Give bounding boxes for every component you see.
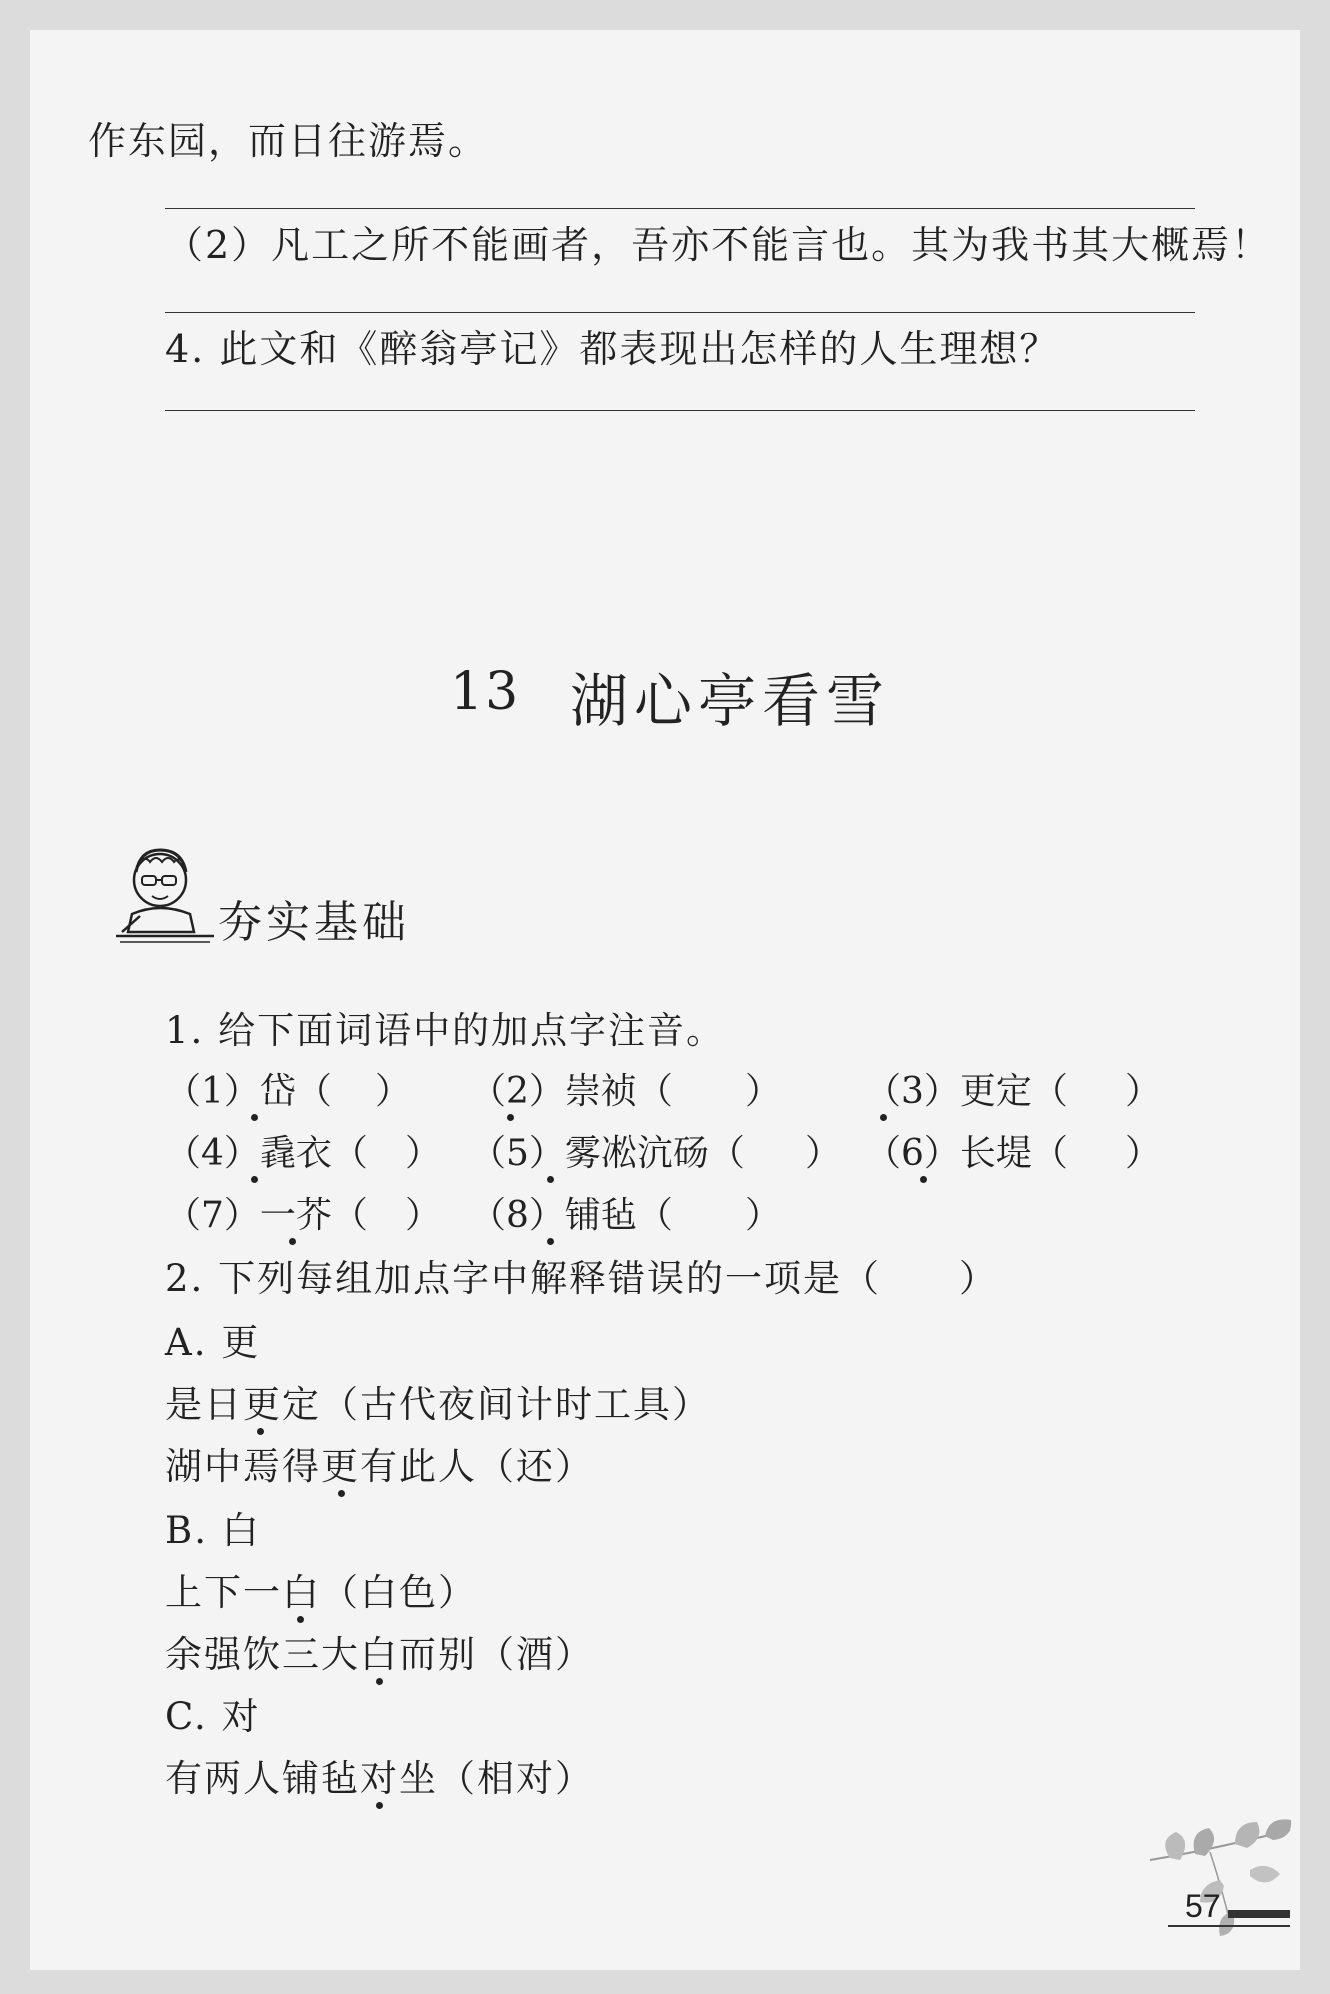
q1-item-3-close: ） [1125,1071,1162,1112]
emphasis-dot [880,1114,887,1121]
lesson-number: 13 [450,662,521,722]
emphasis-dot [257,1428,264,1435]
q1-item-3: （3）更定（ [865,1071,1068,1112]
q2-a-line-2: 湖中焉得更有此人（还） [165,1445,594,1488]
workbook-page [30,30,1300,1970]
q1-item-2: （2）崇祯（ [470,1071,673,1112]
lesson-title: 湖心亭看雪 [570,667,891,735]
q2-option-b: B. 白 [165,1509,261,1552]
page-number-bar [1228,1910,1290,1918]
section-title: 夯实基础 [218,897,410,948]
q2-b-line-2: 余强饮三大白而别（酒） [165,1633,594,1676]
q2-option-c: C. 对 [165,1695,261,1738]
q1-item-4-close: ） [405,1133,442,1174]
emphasis-dot [376,1802,383,1809]
q1-item-2-close: ） [745,1071,782,1112]
answer-line [165,208,1195,209]
q1-item-8: （8）铺毡（ [470,1195,673,1236]
q1-item-1: （1）岱（ [165,1071,332,1112]
q1-item-1-close: ） [375,1071,412,1112]
emphasis-dot [251,1176,258,1183]
emphasis-dot [376,1678,383,1685]
question-4: 4. 此文和《醉翁亭记》都表现出怎样的人生理想？ [165,327,1060,371]
reading-person-icon [110,842,220,952]
answer-line [165,410,1195,411]
q1-item-5-close: ） [805,1133,842,1174]
q1-item-8-close: ） [745,1195,782,1236]
page-number: 57 [1185,1888,1221,1924]
q1-item-7: （7）一芥（ [165,1195,368,1236]
q2-b-line-1: 上下一白（白色） [165,1571,477,1614]
q1-item-4: （4）毳衣（ [165,1133,368,1174]
q1-item-6-close: ） [1125,1133,1162,1174]
emphasis-dot [338,1490,345,1497]
emphasis-dot [547,1238,554,1245]
emphasis-dot [920,1176,927,1183]
question-3-2: （2）凡工之所不能画者，吾亦不能言也。其为我书其大概焉！ [165,223,1272,267]
emphasis-dot [251,1114,258,1121]
q1-item-6: （6）长堤（ [865,1133,1068,1174]
q2-a-line-1: 是日更定（古代夜间计时工具） [165,1383,711,1426]
emphasis-dot [289,1238,296,1245]
page-number-underline [1168,1925,1290,1927]
emphasis-dot [297,1616,304,1623]
q1-item-7-close: ） [405,1195,442,1236]
emphasis-dot [547,1176,554,1183]
q2-option-a: A. 更 [165,1321,261,1364]
emphasis-dot [507,1114,514,1121]
q2-c-line-1: 有两人铺毡对坐（相对） [165,1757,594,1800]
answer-line [165,312,1195,313]
q1-item-5: （5）雾凇沆砀（ [470,1133,745,1174]
continuation-text: 作东园，而日往游焉。 [88,119,489,163]
question-2-stem: 2. 下列每组加点字中解释错误的一项是（ ） [165,1257,999,1300]
question-1-stem: 1. 给下面词语中的加点字注音。 [165,1009,726,1052]
